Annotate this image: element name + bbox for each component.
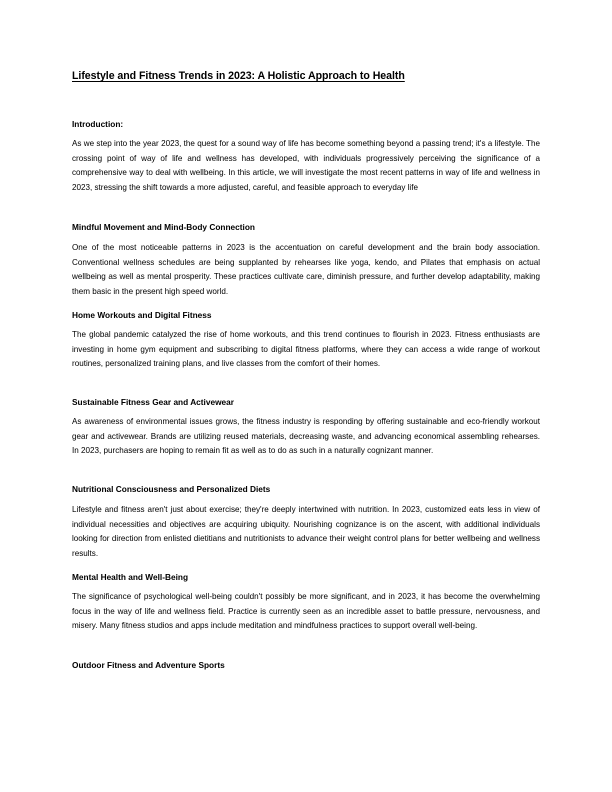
section-body-mindful-movement: One of the most noticeable patterns in 2023 is the accentuation on careful development and the brain body association. Conventional wellness schedules are being supplanted by rehearses like yoga, kendo, and Pilates that emphasis on actual wellbeing as well as mental prosperity. These practices cultivate care, diminish pressure, and further develop adaptability, making them basic in the present high speed world. [72, 243, 540, 296]
section-body-mental-health: The significance of psychological well-being couldn't possibly be more significant, and in 2023, it has become the overwhelming focus in the way of life and wellness field. Practice is currently seen as an incredible asset to battle pressure, nervousness, and misery. Many fitness studios and apps include meditation and mindfulness practices to support overall well-being. [72, 592, 540, 631]
section-body-sustainable-gear: As awareness of environmental issues grows, the fitness industry is responding by offering sustainable and eco-friendly workout gear and activewear. Brands are utilizing reused materials, decreasing waste, and advancing economical assembling rehearses. In 2023, purchasers are hoping to remain fit as well as to do as such in a naturally cognizant manner. [72, 417, 540, 456]
section-body-introduction: As we step into the year 2023, the quest for a sound way of life has become something beyond a passing trend; it's a lifestyle. The crossing point of way of life and wellness has developed, with individuals progressively perceiving the significance of a comprehensive way to deal with wellbeing. In this article, we will investigate the most recent patterns in way of life and wellness in 2023, stressing the shift towards a more adjusted, careful, and feasible approach to everyday life [72, 139, 540, 192]
section-heading-introduction: Introduction: [72, 119, 124, 129]
section-heading-sustainable-gear: Sustainable Fitness Gear and Activewear [72, 397, 235, 407]
section-heading-mental-health: Mental Health and Well-Being [72, 572, 189, 582]
section-heading-nutrition: Nutritional Consciousness and Personalized Diets [72, 484, 271, 494]
section-heading-mindful-movement: Mindful Movement and Mind-Body Connection [72, 222, 255, 232]
section-heading-outdoor-fitness: Outdoor Fitness and Adventure Sports [72, 660, 225, 670]
section-body-home-workouts: The global pandemic catalyzed the rise of home workouts, and this trend continues to flourish in 2023. Fitness enthusiasts are investing in home gym equipment and subscribing to digital fitness platforms, where they can access a wide range of workout routines, personalized training plans, and live classes from the comfort of their homes. [72, 330, 540, 369]
section-body-nutrition: Lifestyle and fitness aren't just about exercise; they're deeply intertwined with nutrition. In 2023, customized eats less in view of individual necessities and objectives are acquiring ubiquity. Nourishing cognizance is on the ascent, with additional individuals looking for direction from enlisted dietitians and nutritionists to advance their weight control plans for better wellbeing and wellness results. [72, 505, 540, 558]
section-heading-home-workouts: Home Workouts and Digital Fitness [72, 310, 212, 320]
document-title: Lifestyle and Fitness Trends in 2023: A Holistic Approach to Health [72, 70, 405, 82]
